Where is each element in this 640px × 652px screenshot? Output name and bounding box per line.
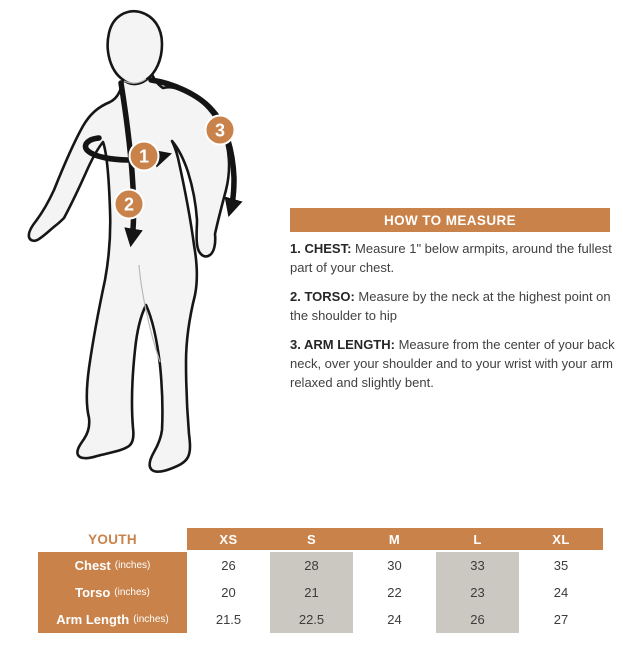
row-header-arm-length-unit: (inches) xyxy=(133,614,169,625)
row-header-torso xyxy=(38,579,187,606)
size-table xyxy=(38,528,603,633)
instruction-chest-text: Measure 1" below armpits, around the fullest part of your chest. xyxy=(290,241,612,275)
column-header-xl: XL xyxy=(519,528,603,550)
chest-s-value: 28 xyxy=(270,552,353,579)
column-header-xs: XS xyxy=(187,528,270,550)
torso-s-value: 21 xyxy=(270,579,353,606)
chest-xs-value: 26 xyxy=(187,552,270,579)
step-3-number: 3 xyxy=(214,120,226,141)
step-1-marker xyxy=(130,142,159,171)
row-header-chest-unit: (inches) xyxy=(114,560,151,571)
torso-m-value: 22 xyxy=(353,579,436,606)
chest-m-value: 30 xyxy=(353,552,436,579)
table-group-label: YOUTH xyxy=(88,531,137,547)
instruction-torso-text: Measure by the neck at the highest point on the shoulder to hip xyxy=(290,289,611,323)
step-2-marker xyxy=(115,190,144,219)
chest-l-value: 33 xyxy=(436,552,519,579)
torso-xl-value: 24 xyxy=(519,579,603,606)
row-header-torso-unit: (inches) xyxy=(114,587,150,598)
column-header-m: M xyxy=(353,528,436,550)
arm-length-m-value: 24 xyxy=(353,606,436,633)
how-to-measure-header xyxy=(290,208,610,232)
instruction-chest xyxy=(290,239,622,277)
instruction-chest-label: 1. CHEST: xyxy=(290,241,352,256)
how-to-measure-title: HOW TO MEASURE xyxy=(383,212,517,228)
instruction-arm-length xyxy=(290,335,622,392)
step-2-number: 2 xyxy=(123,194,135,215)
size-table-body xyxy=(38,552,603,633)
chest-xl-value: 35 xyxy=(519,552,603,579)
instruction-arm-length-text: Measure from the center of your back neck, over your shoulder and to your wrist with your arm relaxed and slightly bent. xyxy=(290,337,615,390)
row-header-arm-length-label: Arm Length xyxy=(56,612,130,627)
head-outline xyxy=(108,11,162,84)
instruction-arm-length-label: 3. ARM LENGTH: xyxy=(290,337,395,352)
size-table-header xyxy=(38,528,603,550)
row-header-chest-label: Chest xyxy=(74,558,111,573)
arm-length-xl-value: 27 xyxy=(519,606,603,633)
row-header-torso-label: Torso xyxy=(75,585,111,600)
torso-l-value: 23 xyxy=(436,579,519,606)
measure-instructions xyxy=(290,239,622,402)
arm-length-l-value: 26 xyxy=(436,606,519,633)
instruction-torso-label: 2. TORSO: xyxy=(290,289,355,304)
column-header-s: S xyxy=(270,528,353,550)
row-header-chest xyxy=(38,552,187,579)
instruction-torso xyxy=(290,287,622,325)
row-header-arm-length xyxy=(38,606,187,633)
arm-length-xs-value: 21.5 xyxy=(187,606,270,633)
column-header-l: L xyxy=(436,528,519,550)
step-1-number: 1 xyxy=(138,146,150,167)
step-3-marker xyxy=(206,116,235,145)
torso-xs-value: 20 xyxy=(187,579,270,606)
arm-length-s-value: 22.5 xyxy=(270,606,353,633)
